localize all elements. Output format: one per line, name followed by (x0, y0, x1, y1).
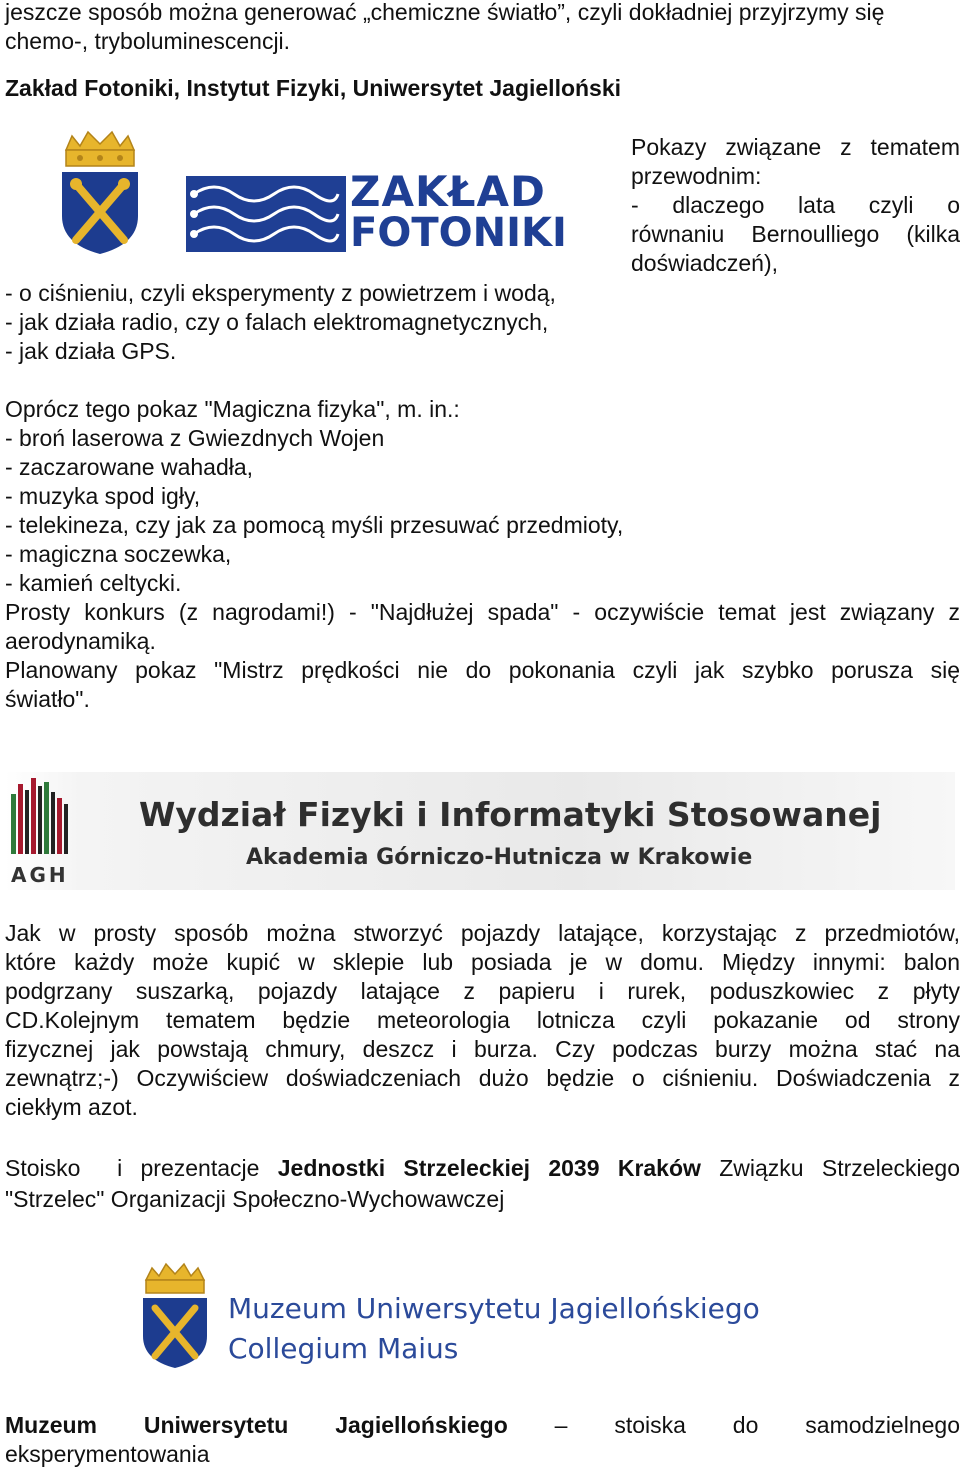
muzeum-name: Muzeum Uniwersytetu Jagiellońskiego (5, 1412, 508, 1438)
agh-paragraph-line: fizycznej jak powstają chmury, deszcz i burza. Czy podczas burzy można stać na (5, 1036, 960, 1062)
fotonika-list-item: - jak działa radio, czy o falach elektromagnetycznych, (5, 309, 549, 335)
magic-intro: Oprócz tego pokaz "Magiczna fizyka", m. in.: (5, 396, 460, 422)
agh-paragraph-last-line: ciekłym azot. (5, 1094, 138, 1120)
planned-line-1: Planowany pokaz "Mistrz prędkości nie do pokonania czyli jak szybko porusza się (5, 657, 960, 683)
magic-item: - telekineza, czy jak za pomocą myśli przesuwać przedmioty, (5, 512, 624, 538)
fotonika-right-line-5: doświadczeń), (631, 250, 779, 276)
magic-item: - broń laserowa z Gwiezdnych Wojen (5, 425, 385, 451)
fotonika-logo-line-1: ZAKŁAD (350, 167, 546, 216)
fotonika-logo-line-2: FOTONIKI (350, 210, 567, 256)
muzeum-rest: – stoiska do samodzielnego (507, 1412, 960, 1438)
strzelec-unit-name: Jednostki Strzeleckiej 2039 Kraków (277, 1155, 701, 1181)
zaklad-fotoniki-logo (186, 167, 586, 256)
fotonika-right-line-1: Pokazy związane z tematem (631, 134, 960, 160)
fotonika-list-item: - o ciśnieniu, czyli eksperymenty z powietrzem i wodą, (5, 280, 556, 306)
agh-paragraph-line: podgrzany suszarką, pojazdy latające z papieru i rurek, poduszkowiec z płyty (5, 978, 960, 1004)
fotonika-right-line-4: równaniu Bernoulliego (kilka (631, 221, 960, 247)
strzelec-line-1 (5, 1154, 960, 1183)
fotonika-list-item: - jak działa GPS. (5, 338, 177, 364)
agh-paragraph-line: Jak w prosty sposób można stworzyć pojazdy latające, korzystając z przedmiotów, (5, 920, 960, 946)
uj-crest-logo (58, 128, 142, 256)
agh-paragraph-line: które każdy może kupić w sklepie lub posiada je w domu. Między innymi: balon (5, 949, 960, 975)
contest-line-1: Prosty konkurs (z nagrodami!) - "Najdłużej spada" - oczywiście temat jest związany z (5, 599, 960, 625)
magic-item: - zaczarowane wahadła, (5, 454, 254, 480)
strzelec-prefix: Stoisko i prezentacje (5, 1155, 278, 1181)
agh-paragraph-line: CD.Kolejnym tematem będzie meteorologia lotnicza czyli pokazanie od strony (5, 1007, 960, 1033)
muzeum-banner-line-1: Muzeum Uniwersytetu Jagiellońskiego (228, 1292, 760, 1325)
muzeum-banner-line-2: Collegium Maius (228, 1332, 459, 1365)
strzelec-line-2: "Strzelec" Organizacji Społeczno-Wychowawczej (5, 1186, 505, 1212)
magic-item: - muzyka spod igły, (5, 483, 201, 509)
agh-logo-icon (7, 776, 77, 866)
planned-line-2: światło". (5, 686, 90, 712)
magic-item: - kamień celtycki. (5, 570, 182, 596)
intro-line-2: chemo-, tryboluminescencji. (5, 28, 291, 54)
agh-banner (5, 772, 955, 890)
muzeum-banner (140, 1262, 800, 1374)
fotonika-right-line-3: - dlaczego lata czyli o (631, 192, 960, 218)
muzeum-line-1 (5, 1411, 960, 1440)
magic-item: - magiczna soczewka, (5, 541, 232, 567)
agh-banner-subtitle: Akademia Górniczo-Hutnicza w Krakowie (246, 845, 753, 870)
fotonika-heading: Zakład Fotoniki, Instytut Fizyki, Uniwersytet Jagielloński (5, 75, 622, 101)
contest-line-2: aerodynamiką. (5, 628, 156, 654)
muzeum-crest-logo (140, 1262, 210, 1370)
strzelec-suffix: Związku Strzeleckiego (700, 1155, 960, 1181)
agh-banner-title: Wydział Fizyki i Informatyki Stosowanej (139, 795, 882, 834)
fotonika-right-column (631, 133, 960, 278)
intro-line-1: jeszcze sposób można generować „chemiczne światło”, czyli dokładniej przyjrzymy się (5, 0, 885, 25)
agh-logo-text: AGH (11, 863, 69, 887)
muzeum-line-2: eksperymentowania (5, 1441, 210, 1467)
fotonika-waves-graphic (186, 176, 346, 252)
fotonika-right-line-2: przewodnim: (631, 163, 762, 189)
agh-paragraph-line: zewnątrz;-) Oczywiściew doświadczeniach dużo będzie o ciśnieniu. Doświadczenia z (5, 1065, 960, 1091)
